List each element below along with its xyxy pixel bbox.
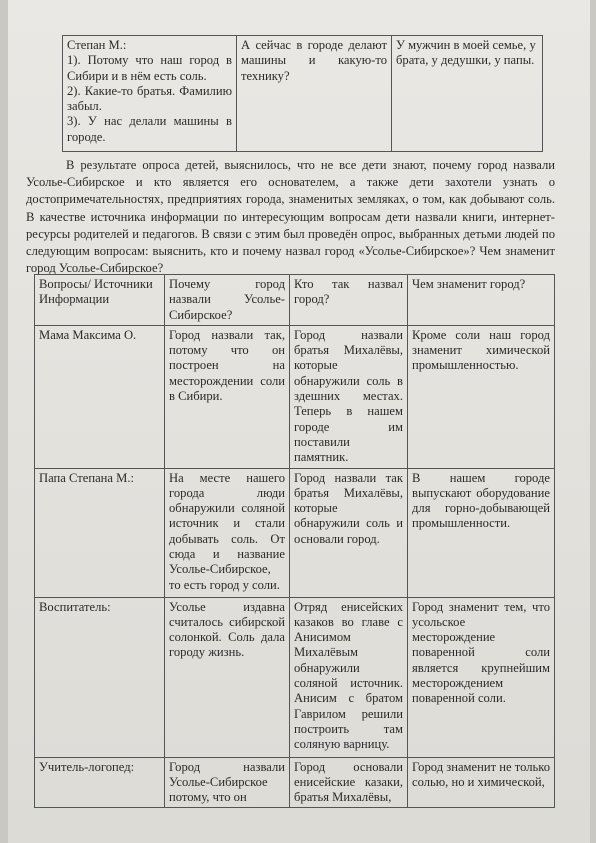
why-cell: На месте нашего города люди обнаружили соляной источник и стали добывать соль. От сюда и название Усолье-Сибирское, то есть город у соли. [165,468,290,597]
who-cell: Город назвали так братья Михалёвы, которые обнаружили соль и основали город. [290,468,408,597]
cell-line: 1). Потому что наш город в Сибири и в нём есть соль. [67,53,232,83]
famous-cell: Кроме соли наш город знаменит химической промышленностью. [408,325,555,468]
famous-cell: В нашем городе выпускают оборудование для горно-добывающей промышленности. [408,468,555,597]
table-cell [63,36,237,152]
survey-table [34,274,555,808]
famous-cell: Город знаменит тем, что усольское месторождение поваренной соли является крупнейшим месторождением поваренной соли. [408,597,555,757]
source-cell: Учитель-логопед: [35,757,165,808]
source-cell: Папа Степана М.: [35,468,165,597]
famous-cell: Город знаменит не только солью, но и химической, [408,757,555,808]
who-cell: Город основали енисейские казаки, братья Михалёвы, [290,757,408,808]
table-row [35,325,555,468]
table-row [35,757,555,808]
why-cell: Город назвали так, потому что он построен на месторождении соли в Сибири. [165,325,290,468]
source-cell: Мама Максима О. [35,325,165,468]
table-header-row [35,275,555,326]
cell-line: А сейчас в городе делают машины и какую-то технику? [241,38,387,83]
column-header: Вопросы/ Источники Информации [35,275,165,326]
column-header: Почему город назвали Усолье-Сибирское? [165,275,290,326]
why-cell: Город назвали Усолье-Сибирское потому, что он [165,757,290,808]
who-cell: Город назвали братья Михалёвы, которые обнаружили соль в здешних местах. Теперь в нашем городе им поставили памятник. [290,325,408,468]
source-cell: Воспитатель: [35,597,165,757]
table-cell [392,36,543,152]
column-header: Чем знаменит город? [408,275,555,326]
why-cell: Усолье издавна считалось сибирской солонкой. Соль дала городу жизнь. [165,597,290,757]
cell-line: 2). Какие-то братья. Фамилию забыл. [67,83,232,114]
table-cell [237,36,392,152]
interview-table [62,35,543,152]
table-row [35,468,555,597]
column-header: Кто так назвал город? [290,275,408,326]
table-row [63,36,543,152]
cell-line: 3). У нас делали машины в городе. [67,114,232,144]
body-paragraph: В результате опроса детей, выяснилось, что не все дети знают, почему город назвали Усолье-Сибирское и кто является его основателем, а также дети захотели узнать о достопримечательностях, предприятиях города, знаменитых земляках, о том, как добывают соль. В качестве источника информации по интересующим вопросам дети назвали книги, интернет-ресурсы родителей и педагогов. В связи с этим был проведён опрос, выбранных детьми людей по следующим вопросам: выяснить, кто и почему назвал город «Усолье-Сибирское»? Чем знаменит город Усолье-Сибирское? [26,158,555,276]
cell-line: У мужчин в моей семье, у брата, у дедушки, у папы. [396,38,536,68]
table-row [35,597,555,757]
who-cell: Отряд енисейских казаков во главе с Анисимом Михалёвым обнаружили соляной источник. Анисим с братом Гаврилом решили построить там соляную варницу. [290,597,408,757]
cell-line: Степан М.: [67,38,127,52]
